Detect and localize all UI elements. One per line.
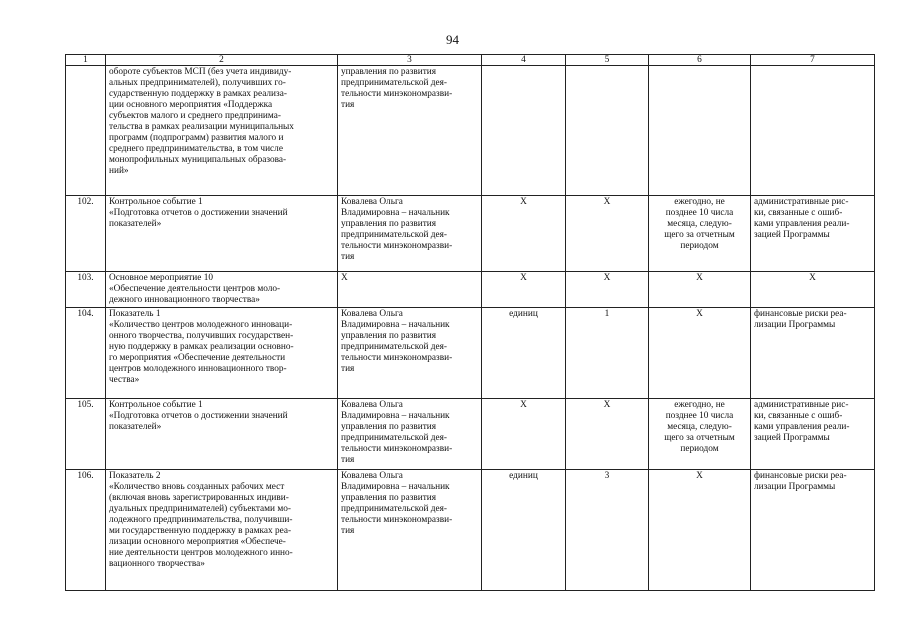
responsible-person — [338, 196, 482, 272]
cell-text-line: финансовые риски реа- — [754, 309, 847, 319]
unit-cell: единиц — [482, 470, 566, 591]
row-number: 103. — [66, 272, 106, 308]
cell-text-line: ние деятельности центров молодежного инно- — [109, 548, 293, 558]
cell-text-line: Владимировна – начальник — [341, 482, 450, 492]
table-row — [66, 196, 875, 272]
cell-text-line: зацией Программы — [754, 230, 830, 240]
value-cell: Х — [566, 196, 649, 272]
cell-text-line: «Количество центров молодежного инноваци- — [109, 320, 293, 330]
cell-text-line: тельности минэкономразви- — [341, 515, 453, 525]
cell-text-line: ний» — [109, 166, 129, 176]
measure-description — [106, 399, 338, 470]
cell-text-line: тия — [341, 455, 355, 465]
cell-text-line: дежного инновационного творчества» — [109, 295, 260, 305]
cell-text-line: зацией Программы — [754, 433, 830, 443]
cell-text-line: ми государственную поддержку в рамках реа- — [109, 526, 292, 536]
responsible-person — [338, 66, 482, 196]
column-header: 3 — [338, 55, 482, 66]
value-cell: Х — [566, 272, 649, 308]
cell-text-line: сударственную поддержку в рамках реализа- — [109, 89, 287, 99]
deadline-cell — [649, 196, 751, 272]
cell-text-line: Ковалева Ольга — [341, 309, 403, 319]
cell-text-line: «Обеспечение деятельности центров моло- — [109, 284, 281, 294]
cell-text-line: месяца, следую- — [667, 422, 732, 432]
cell-text-line: субъектов малого и среднего предпринима- — [109, 111, 281, 121]
cell-text-line: лодежного предпринимательства, получивши- — [109, 515, 293, 525]
row-number — [66, 66, 106, 196]
cell-text-line: го мероприятия «Обеспечение деятельности — [109, 353, 286, 363]
cell-text-line: предпринимательской дея- — [341, 230, 448, 240]
cell-text-line: ки, связанные с ошиб- — [754, 411, 843, 421]
cell-text-line: Х — [809, 273, 816, 283]
deadline-cell — [649, 470, 751, 591]
table-row — [66, 308, 875, 399]
cell-text-line: Х — [696, 273, 703, 283]
measure-description — [106, 470, 338, 591]
cell-text-line: щего за отчетным — [664, 433, 735, 443]
cell-text-line: «Подготовка отчетов о достижении значений — [109, 208, 288, 218]
cell-text-line: предпринимательской дея- — [341, 78, 448, 88]
cell-text-line: предпринимательской дея- — [341, 433, 448, 443]
cell-text-line: Ковалева Ольга — [341, 400, 403, 410]
table-row — [66, 470, 875, 591]
cell-text-line: лизации основного мероприятия «Обеспече- — [109, 537, 286, 547]
cell-text-line: тельности минэкономразви- — [341, 444, 453, 454]
table-row — [66, 66, 875, 196]
value-cell: Х — [566, 399, 649, 470]
unit-cell — [482, 66, 566, 196]
cell-text-line: тельства в рамках реализации муниципальных — [109, 122, 294, 132]
cell-text-line: Владимировна – начальник — [341, 208, 450, 218]
risk-cell — [751, 470, 875, 591]
risk-cell — [751, 272, 875, 308]
cell-text-line: Основное мероприятие 10 — [109, 273, 214, 283]
cell-text-line: периодом — [680, 241, 719, 251]
column-header: 2 — [106, 55, 338, 66]
cell-text-line: чества» — [109, 375, 140, 385]
column-header: 7 — [751, 55, 875, 66]
cell-text-line: управления по развития — [341, 67, 437, 77]
cell-text-line: тия — [341, 526, 355, 536]
cell-text-line: управления по развития — [341, 219, 437, 229]
cell-text-line: Показатель 1 — [109, 309, 161, 319]
column-header: 4 — [482, 55, 566, 66]
cell-text-line: позднее 10 числа — [665, 411, 734, 421]
cell-text-line: тельности минэкономразви- — [341, 89, 453, 99]
cell-text-line: тельности минэкономразви- — [341, 353, 453, 363]
deadline-cell — [649, 399, 751, 470]
cell-text-line: программ (подпрограмм) развития малого и — [109, 133, 284, 143]
cell-text-line: Владимировна – начальник — [341, 320, 450, 330]
cell-text-line: щего за отчетным — [664, 230, 735, 240]
cell-text-line: лизации Программы — [754, 320, 836, 330]
deadline-cell — [649, 308, 751, 399]
cell-text-line: Показатель 2 — [109, 471, 161, 481]
value-cell: 1 — [566, 308, 649, 399]
measure-description — [106, 66, 338, 196]
cell-text-line: «Количество вновь созданных рабочих мест — [109, 482, 285, 492]
cell-text-line: периодом — [680, 444, 719, 454]
cell-text-line: ки, связанные с ошиб- — [754, 208, 843, 218]
cell-text-line: вационного творчества» — [109, 559, 205, 569]
unit-cell: Х — [482, 272, 566, 308]
cell-text-line: административные рис- — [754, 400, 849, 410]
cell-text-line: месяца, следую- — [667, 219, 732, 229]
page-number: 94 — [446, 32, 459, 47]
deadline-cell — [649, 272, 751, 308]
unit-cell: единиц — [482, 308, 566, 399]
cell-text-line: административные рис- — [754, 197, 849, 207]
cell-text-line: показателей» — [109, 219, 162, 229]
cell-text-line: позднее 10 числа — [665, 208, 734, 218]
row-number: 102. — [66, 196, 106, 272]
measure-description — [106, 272, 338, 308]
cell-text-line: ную поддержку в рамках реализации основно- — [109, 342, 294, 352]
responsible-person — [338, 272, 482, 308]
cell-text-line: ежегодно, не — [674, 400, 725, 410]
cell-text-line: монопрофильных муниципальных образова- — [109, 155, 287, 165]
cell-text-line: онного творчества, получивших государствен- — [109, 331, 294, 341]
cell-text-line: Х — [696, 471, 703, 481]
cell-text-line: Контрольное событие 1 — [109, 197, 203, 207]
cell-text-line: Контрольное событие 1 — [109, 400, 203, 410]
cell-text-line: Владимировна – начальник — [341, 411, 450, 421]
row-number: 104. — [66, 308, 106, 399]
deadline-cell — [649, 66, 751, 196]
cell-text-line: центров молодежного инновационного твор- — [109, 364, 287, 374]
column-header: 5 — [566, 55, 649, 66]
plan-table — [65, 54, 875, 591]
cell-text-line: Х — [341, 273, 348, 283]
cell-text-line: предпринимательской дея- — [341, 504, 448, 514]
cell-text-line: Ковалева Ольга — [341, 471, 403, 481]
risk-cell — [751, 196, 875, 272]
cell-text-line: управления по развития — [341, 422, 437, 432]
cell-text-line: ками управления реали- — [754, 219, 850, 229]
value-cell — [566, 66, 649, 196]
cell-text-line: управления по развития — [341, 493, 437, 503]
cell-text-line: ции основного мероприятия «Поддержка — [109, 100, 273, 110]
measure-description — [106, 308, 338, 399]
value-cell: 3 — [566, 470, 649, 591]
column-number-row — [66, 55, 875, 66]
cell-text-line: Х — [696, 309, 703, 319]
cell-text-line: тия — [341, 364, 355, 374]
cell-text-line: ками управления реали- — [754, 422, 850, 432]
cell-text-line: дуальных предпринимателей) субъектами мо- — [109, 504, 291, 514]
table-row — [66, 399, 875, 470]
cell-text-line: финансовые риски реа- — [754, 471, 847, 481]
cell-text-line: ежегодно, не — [674, 197, 725, 207]
cell-text-line: альных предпринимателей), получивших го- — [109, 78, 286, 88]
risk-cell — [751, 399, 875, 470]
table-row — [66, 272, 875, 308]
cell-text-line: тельности минэкономразви- — [341, 241, 453, 251]
cell-text-line: предпринимательской дея- — [341, 342, 448, 352]
cell-text-line: Ковалева Ольга — [341, 197, 403, 207]
responsible-person — [338, 308, 482, 399]
column-header: 6 — [649, 55, 751, 66]
unit-cell: Х — [482, 196, 566, 272]
measure-description — [106, 196, 338, 272]
cell-text-line: лизации Программы — [754, 482, 836, 492]
row-number: 106. — [66, 470, 106, 591]
unit-cell: Х — [482, 399, 566, 470]
cell-text-line: тия — [341, 252, 355, 262]
cell-text-line: среднего предпринимательства, в том числе — [109, 144, 283, 154]
column-header: 1 — [66, 55, 106, 66]
cell-text-line: (включая вновь зарегистрированных индиви- — [109, 493, 289, 503]
risk-cell — [751, 66, 875, 196]
row-number: 105. — [66, 399, 106, 470]
responsible-person — [338, 399, 482, 470]
cell-text-line: обороте субъектов МСП (без учета индивиду- — [109, 67, 292, 77]
cell-text-line: управления по развития — [341, 331, 437, 341]
cell-text-line: «Подготовка отчетов о достижении значений — [109, 411, 288, 421]
risk-cell — [751, 308, 875, 399]
cell-text-line: показателей» — [109, 422, 162, 432]
cell-text-line: тия — [341, 100, 355, 110]
responsible-person — [338, 470, 482, 591]
